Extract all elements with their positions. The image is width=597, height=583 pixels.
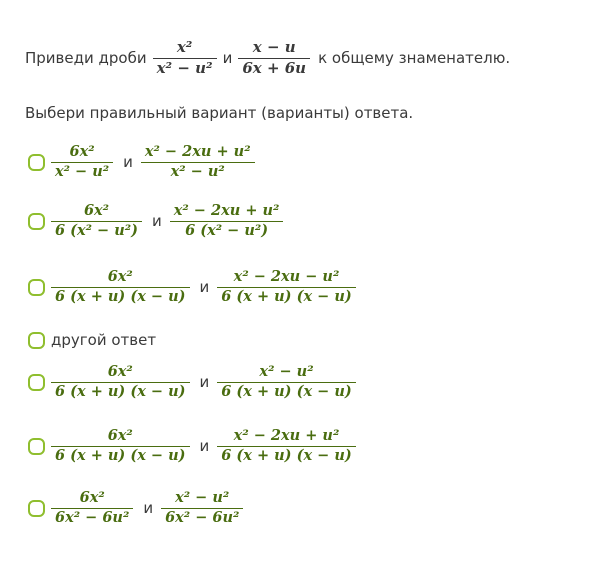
answer-checkbox[interactable] (28, 500, 45, 517)
answer-option-2[interactable] (28, 202, 283, 240)
option-conjunction: и (123, 153, 133, 172)
option-fraction-2 (170, 202, 284, 240)
answer-checkbox[interactable] (28, 154, 45, 171)
answer-checkbox[interactable] (28, 332, 45, 349)
option-text: другой ответ (51, 331, 157, 349)
question-suffix: к общему знаменателю. (318, 49, 511, 67)
fraction-denominator: x² − u² (156, 58, 213, 77)
fraction-denominator: 6 (x + u) (x − u) (221, 446, 352, 464)
option-fraction-1 (51, 268, 190, 306)
option-fraction-2 (161, 489, 243, 527)
fraction-denominator: 6x² − 6u² (55, 508, 130, 526)
option-conjunction: и (199, 278, 210, 297)
option-conjunction: и (152, 212, 162, 231)
answer-option-3[interactable] (28, 268, 356, 306)
fraction-denominator: 6 (x + u) (x − u) (55, 287, 186, 305)
fraction-denominator: 6x² − 6u² (165, 508, 240, 526)
fraction-denominator: 6 (x² − u²) (55, 221, 138, 239)
fraction-numerator: 6x² (107, 268, 133, 285)
answer-option-1[interactable] (28, 143, 255, 181)
option-conjunction: и (143, 499, 154, 518)
fraction-numerator: 6x² (83, 202, 110, 219)
answer-option-4[interactable] (28, 331, 156, 349)
option-conjunction: и (199, 373, 210, 392)
question-conjunction: и (222, 49, 233, 67)
option-fraction-1 (51, 489, 133, 527)
option-fraction-2 (217, 268, 356, 306)
fraction-numerator: x² − 2xu + u² (173, 202, 280, 219)
fraction-denominator: x² − u² (170, 162, 225, 180)
option-conjunction: и (199, 437, 210, 456)
answer-checkbox[interactable] (28, 374, 45, 391)
option-fraction-1 (51, 202, 142, 240)
answer-checkbox[interactable] (28, 279, 45, 296)
fraction-denominator: 6 (x² − u²) (185, 221, 269, 239)
answer-checkbox[interactable] (28, 213, 45, 230)
answer-option-6[interactable] (28, 427, 356, 465)
question-fraction-2 (238, 38, 310, 78)
fraction-numerator: x² − 2xu + u² (144, 143, 251, 160)
fraction-numerator: 6x² (69, 143, 95, 160)
fraction-denominator: 6 (x + u) (x − u) (55, 446, 186, 464)
fraction-numerator: 6x² (107, 427, 133, 444)
fraction-denominator: 6 (x + u) (x − u) (55, 382, 186, 400)
option-fraction-2 (217, 427, 356, 465)
answer-instruction: Выбери правильный вариант (варианты) ответа. (25, 104, 414, 122)
fraction-denominator: 6 (x + u) (x − u) (221, 287, 352, 305)
option-fraction-2 (141, 143, 255, 181)
option-fraction-1 (51, 143, 113, 181)
fraction-numerator: 6x² (107, 363, 133, 380)
fraction-denominator: 6x + 6u (242, 58, 307, 77)
fraction-denominator: 6 (x + u) (x − u) (221, 382, 352, 400)
fraction-numerator: x² − 2xu + u² (233, 427, 340, 444)
fraction-numerator: 6x² (79, 489, 105, 506)
answer-option-7[interactable] (28, 489, 243, 527)
answer-checkbox[interactable] (28, 438, 45, 455)
fraction-numerator: x² − 2xu − u² (233, 268, 340, 285)
option-fraction-2 (217, 363, 356, 401)
option-fraction-1 (51, 363, 190, 401)
question-fraction-1 (153, 38, 217, 78)
question-prefix: Приведи дроби (25, 49, 147, 67)
answer-option-5[interactable] (28, 363, 356, 401)
question-line (25, 30, 516, 86)
fraction-numerator: x² (176, 38, 193, 57)
fraction-numerator: x² − u² (259, 363, 314, 380)
fraction-denominator: x² − u² (55, 162, 110, 180)
option-fraction-1 (51, 427, 190, 465)
fraction-numerator: x² − u² (175, 489, 230, 506)
fraction-numerator: x − u (252, 38, 296, 57)
